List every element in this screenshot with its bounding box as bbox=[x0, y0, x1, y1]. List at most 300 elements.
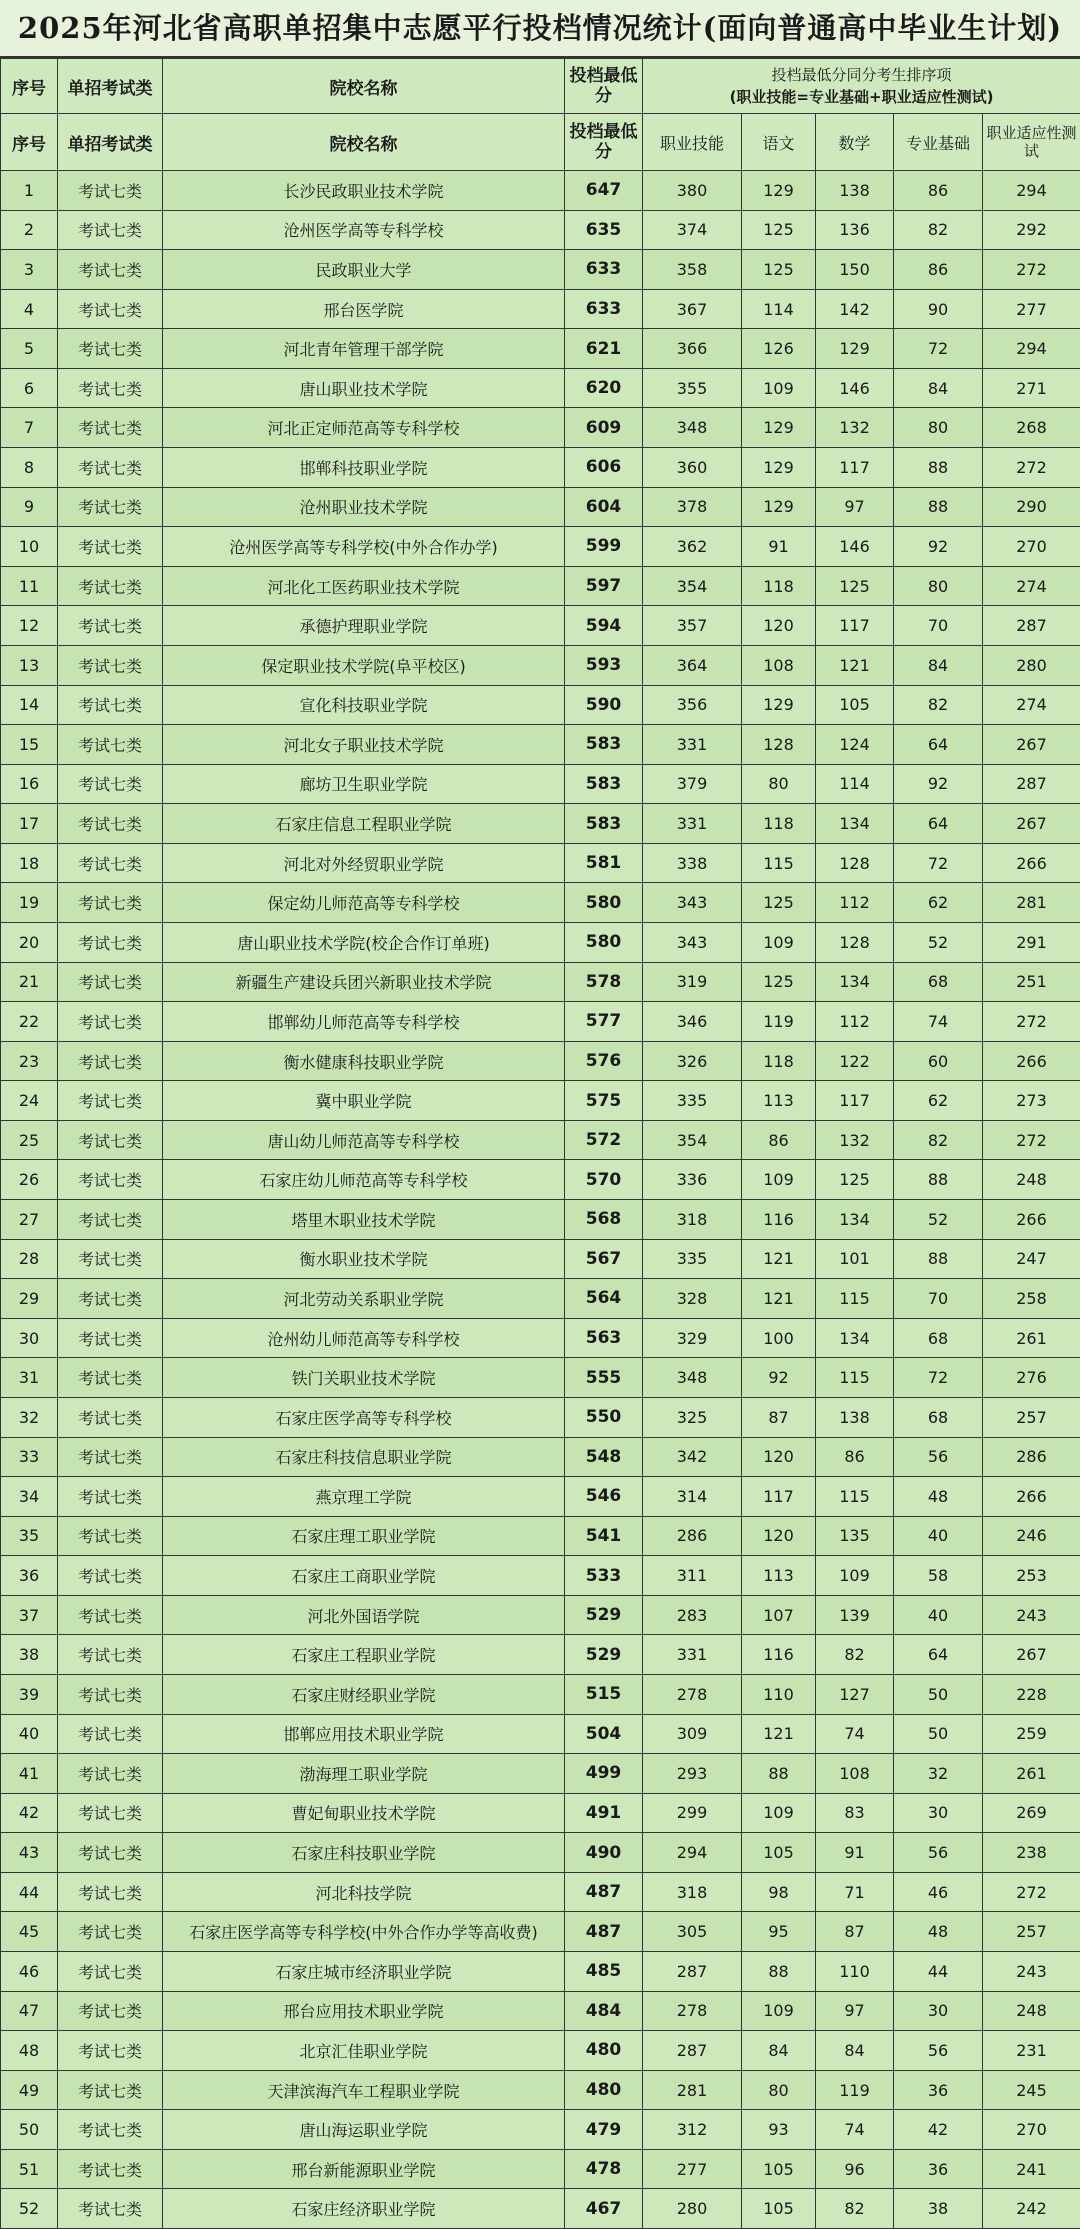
table-row bbox=[1, 1002, 1080, 1042]
table-row bbox=[1, 1912, 1080, 1952]
row-basic: 44 bbox=[894, 1952, 983, 1992]
row-category: 考试七类 bbox=[58, 289, 163, 329]
row-chinese: 105 bbox=[742, 1833, 816, 1873]
row-chinese: 128 bbox=[742, 725, 816, 765]
row-school: 沧州医学高等专科学校 bbox=[163, 210, 565, 250]
row-math: 97 bbox=[816, 1991, 894, 2031]
row-aptitude: 270 bbox=[983, 527, 1080, 567]
row-school: 河北化工医药职业技术学院 bbox=[163, 566, 565, 606]
row-seq: 28 bbox=[1, 1239, 58, 1279]
row-seq: 4 bbox=[1, 289, 58, 329]
row-chinese: 105 bbox=[742, 2189, 816, 2229]
row-skill: 309 bbox=[643, 1714, 742, 1754]
row-aptitude: 272 bbox=[983, 1872, 1080, 1912]
row-skill: 356 bbox=[643, 685, 742, 725]
row-aptitude: 242 bbox=[983, 2189, 1080, 2229]
row-math: 146 bbox=[816, 527, 894, 567]
row-math: 134 bbox=[816, 962, 894, 1002]
row-school: 石家庄科技职业学院 bbox=[163, 1833, 565, 1873]
table-row bbox=[1, 566, 1080, 606]
row-category: 考试七类 bbox=[58, 487, 163, 527]
row-seq: 9 bbox=[1, 487, 58, 527]
row-math: 115 bbox=[816, 1358, 894, 1398]
row-school: 沧州医学高等专科学校(中外合作办学) bbox=[163, 527, 565, 567]
row-min-score: 581 bbox=[565, 843, 643, 883]
row-chinese: 118 bbox=[742, 566, 816, 606]
row-seq: 19 bbox=[1, 883, 58, 923]
row-aptitude: 248 bbox=[983, 1160, 1080, 1200]
row-school: 邯郸幼儿师范高等专科学校 bbox=[163, 1002, 565, 1042]
row-seq: 29 bbox=[1, 1279, 58, 1319]
row-basic: 92 bbox=[894, 764, 983, 804]
table-row bbox=[1, 408, 1080, 448]
row-basic: 52 bbox=[894, 922, 983, 962]
row-math: 91 bbox=[816, 1833, 894, 1873]
row-category: 考试七类 bbox=[58, 2110, 163, 2150]
row-seq: 20 bbox=[1, 922, 58, 962]
row-skill: 318 bbox=[643, 1200, 742, 1240]
row-min-score: 606 bbox=[565, 448, 643, 488]
row-skill: 326 bbox=[643, 1041, 742, 1081]
header-school-2: 院校名称 bbox=[163, 114, 565, 171]
row-basic: 70 bbox=[894, 606, 983, 646]
table-row bbox=[1, 1635, 1080, 1675]
row-seq: 34 bbox=[1, 1477, 58, 1517]
row-chinese: 109 bbox=[742, 1160, 816, 1200]
row-min-score: 647 bbox=[565, 171, 643, 211]
row-seq: 31 bbox=[1, 1358, 58, 1398]
row-aptitude: 272 bbox=[983, 1002, 1080, 1042]
row-math: 97 bbox=[816, 487, 894, 527]
row-basic: 82 bbox=[894, 1120, 983, 1160]
row-skill: 362 bbox=[643, 527, 742, 567]
row-aptitude: 246 bbox=[983, 1516, 1080, 1556]
row-skill: 319 bbox=[643, 962, 742, 1002]
row-min-score: 576 bbox=[565, 1041, 643, 1081]
row-category: 考试七类 bbox=[58, 1200, 163, 1240]
row-chinese: 91 bbox=[742, 527, 816, 567]
row-seq: 30 bbox=[1, 1318, 58, 1358]
row-category: 考试七类 bbox=[58, 1239, 163, 1279]
header-min-score: 投档最低分 bbox=[565, 59, 643, 114]
table-row bbox=[1, 329, 1080, 369]
row-school: 河北外国语学院 bbox=[163, 1595, 565, 1635]
row-math: 110 bbox=[816, 1952, 894, 1992]
row-math: 134 bbox=[816, 1318, 894, 1358]
row-school: 燕京理工学院 bbox=[163, 1477, 565, 1517]
row-min-score: 568 bbox=[565, 1200, 643, 1240]
row-seq: 14 bbox=[1, 685, 58, 725]
row-math: 115 bbox=[816, 1477, 894, 1517]
header-tie-break-title: 投档最低分同分考生排序项 bbox=[643, 64, 1080, 86]
row-category: 考试七类 bbox=[58, 1872, 163, 1912]
row-skill: 294 bbox=[643, 1833, 742, 1873]
row-category: 考试七类 bbox=[58, 804, 163, 844]
row-min-score: 480 bbox=[565, 2070, 643, 2110]
row-school: 唐山海运职业学院 bbox=[163, 2110, 565, 2150]
row-math: 117 bbox=[816, 606, 894, 646]
row-seq: 52 bbox=[1, 2189, 58, 2229]
row-category: 考试七类 bbox=[58, 1358, 163, 1398]
row-aptitude: 271 bbox=[983, 368, 1080, 408]
row-basic: 38 bbox=[894, 2189, 983, 2229]
table-row bbox=[1, 1872, 1080, 1912]
row-basic: 88 bbox=[894, 487, 983, 527]
row-basic: 42 bbox=[894, 2110, 983, 2150]
row-seq: 33 bbox=[1, 1437, 58, 1477]
row-aptitude: 291 bbox=[983, 922, 1080, 962]
row-math: 101 bbox=[816, 1239, 894, 1279]
row-skill: 281 bbox=[643, 2070, 742, 2110]
row-school: 渤海理工职业学院 bbox=[163, 1754, 565, 1794]
row-min-score: 485 bbox=[565, 1952, 643, 1992]
table-row bbox=[1, 2110, 1080, 2150]
row-chinese: 125 bbox=[742, 250, 816, 290]
row-skill: 314 bbox=[643, 1477, 742, 1517]
row-aptitude: 280 bbox=[983, 645, 1080, 685]
row-aptitude: 276 bbox=[983, 1358, 1080, 1398]
row-chinese: 80 bbox=[742, 2070, 816, 2110]
row-basic: 88 bbox=[894, 448, 983, 488]
row-school: 塔里木职业技术学院 bbox=[163, 1200, 565, 1240]
table-row bbox=[1, 843, 1080, 883]
row-skill: 364 bbox=[643, 645, 742, 685]
row-category: 考试七类 bbox=[58, 725, 163, 765]
table-row bbox=[1, 368, 1080, 408]
row-chinese: 114 bbox=[742, 289, 816, 329]
table-row bbox=[1, 1991, 1080, 2031]
row-basic: 30 bbox=[894, 1793, 983, 1833]
row-aptitude: 261 bbox=[983, 1754, 1080, 1794]
row-chinese: 118 bbox=[742, 1041, 816, 1081]
row-aptitude: 257 bbox=[983, 1397, 1080, 1437]
row-math: 135 bbox=[816, 1516, 894, 1556]
row-skill: 283 bbox=[643, 1595, 742, 1635]
admission-table bbox=[0, 58, 1080, 2229]
row-school: 邯郸科技职业学院 bbox=[163, 448, 565, 488]
row-chinese: 125 bbox=[742, 962, 816, 1002]
row-aptitude: 257 bbox=[983, 1912, 1080, 1952]
row-seq: 47 bbox=[1, 1991, 58, 2031]
row-seq: 22 bbox=[1, 1002, 58, 1042]
row-skill: 293 bbox=[643, 1754, 742, 1794]
row-min-score: 604 bbox=[565, 487, 643, 527]
row-basic: 68 bbox=[894, 1397, 983, 1437]
row-seq: 5 bbox=[1, 329, 58, 369]
row-category: 考试七类 bbox=[58, 2189, 163, 2229]
row-chinese: 109 bbox=[742, 1793, 816, 1833]
table-row bbox=[1, 922, 1080, 962]
row-school: 石家庄财经职业学院 bbox=[163, 1674, 565, 1714]
row-category: 考试七类 bbox=[58, 2031, 163, 2071]
table-row bbox=[1, 2031, 1080, 2071]
row-math: 119 bbox=[816, 2070, 894, 2110]
row-skill: 331 bbox=[643, 804, 742, 844]
table-row bbox=[1, 250, 1080, 290]
row-school: 新疆生产建设兵团兴新职业技术学院 bbox=[163, 962, 565, 1002]
row-math: 96 bbox=[816, 2149, 894, 2189]
row-category: 考试七类 bbox=[58, 922, 163, 962]
row-chinese: 86 bbox=[742, 1120, 816, 1160]
row-chinese: 117 bbox=[742, 1477, 816, 1517]
row-basic: 72 bbox=[894, 843, 983, 883]
row-skill: 299 bbox=[643, 1793, 742, 1833]
row-school: 衡水职业技术学院 bbox=[163, 1239, 565, 1279]
table-row bbox=[1, 764, 1080, 804]
row-seq: 37 bbox=[1, 1595, 58, 1635]
table-row bbox=[1, 448, 1080, 488]
row-aptitude: 287 bbox=[983, 606, 1080, 646]
row-chinese: 120 bbox=[742, 1516, 816, 1556]
header-category: 单招考试类 bbox=[58, 59, 163, 114]
row-seq: 51 bbox=[1, 2149, 58, 2189]
row-min-score: 480 bbox=[565, 2031, 643, 2071]
row-seq: 41 bbox=[1, 1754, 58, 1794]
table-row bbox=[1, 1477, 1080, 1517]
row-seq: 3 bbox=[1, 250, 58, 290]
row-category: 考试七类 bbox=[58, 1833, 163, 1873]
row-chinese: 80 bbox=[742, 764, 816, 804]
row-category: 考试七类 bbox=[58, 2149, 163, 2189]
row-basic: 84 bbox=[894, 645, 983, 685]
row-skill: 354 bbox=[643, 1120, 742, 1160]
row-chinese: 109 bbox=[742, 368, 816, 408]
row-basic: 56 bbox=[894, 1437, 983, 1477]
row-school: 冀中职业学院 bbox=[163, 1081, 565, 1121]
row-basic: 30 bbox=[894, 1991, 983, 2031]
header-category-2: 单招考试类 bbox=[58, 114, 163, 171]
row-chinese: 113 bbox=[742, 1081, 816, 1121]
row-min-score: 529 bbox=[565, 1635, 643, 1675]
row-aptitude: 259 bbox=[983, 1714, 1080, 1754]
row-skill: 336 bbox=[643, 1160, 742, 1200]
row-seq: 32 bbox=[1, 1397, 58, 1437]
row-category: 考试七类 bbox=[58, 764, 163, 804]
table-row bbox=[1, 171, 1080, 211]
row-aptitude: 281 bbox=[983, 883, 1080, 923]
row-school: 石家庄经济职业学院 bbox=[163, 2189, 565, 2229]
row-min-score: 590 bbox=[565, 685, 643, 725]
table-row bbox=[1, 2149, 1080, 2189]
row-math: 142 bbox=[816, 289, 894, 329]
row-math: 112 bbox=[816, 883, 894, 923]
row-skill: 343 bbox=[643, 922, 742, 962]
row-skill: 311 bbox=[643, 1556, 742, 1596]
row-min-score: 478 bbox=[565, 2149, 643, 2189]
row-aptitude: 266 bbox=[983, 843, 1080, 883]
row-math: 82 bbox=[816, 1635, 894, 1675]
row-chinese: 120 bbox=[742, 606, 816, 646]
row-chinese: 109 bbox=[742, 922, 816, 962]
table-row bbox=[1, 1714, 1080, 1754]
table-row bbox=[1, 2189, 1080, 2229]
table-row bbox=[1, 606, 1080, 646]
row-seq: 17 bbox=[1, 804, 58, 844]
row-chinese: 110 bbox=[742, 1674, 816, 1714]
row-math: 112 bbox=[816, 1002, 894, 1042]
row-basic: 72 bbox=[894, 329, 983, 369]
row-basic: 48 bbox=[894, 1912, 983, 1952]
row-seq: 15 bbox=[1, 725, 58, 765]
row-category: 考试七类 bbox=[58, 210, 163, 250]
row-chinese: 109 bbox=[742, 1991, 816, 2031]
row-math: 132 bbox=[816, 1120, 894, 1160]
header-row-2 bbox=[1, 114, 1080, 171]
row-skill: 342 bbox=[643, 1437, 742, 1477]
row-category: 考试七类 bbox=[58, 250, 163, 290]
row-aptitude: 270 bbox=[983, 2110, 1080, 2150]
row-basic: 90 bbox=[894, 289, 983, 329]
row-min-score: 491 bbox=[565, 1793, 643, 1833]
row-math: 74 bbox=[816, 1714, 894, 1754]
table-row bbox=[1, 1120, 1080, 1160]
row-category: 考试七类 bbox=[58, 606, 163, 646]
row-category: 考试七类 bbox=[58, 2070, 163, 2110]
table-row bbox=[1, 289, 1080, 329]
row-min-score: 550 bbox=[565, 1397, 643, 1437]
row-category: 考试七类 bbox=[58, 883, 163, 923]
row-seq: 50 bbox=[1, 2110, 58, 2150]
row-skill: 286 bbox=[643, 1516, 742, 1556]
row-seq: 46 bbox=[1, 1952, 58, 1992]
row-math: 125 bbox=[816, 1160, 894, 1200]
row-aptitude: 266 bbox=[983, 1477, 1080, 1517]
row-school: 河北科技学院 bbox=[163, 1872, 565, 1912]
row-min-score: 583 bbox=[565, 725, 643, 765]
row-math: 109 bbox=[816, 1556, 894, 1596]
row-school: 石家庄城市经济职业学院 bbox=[163, 1952, 565, 1992]
row-school: 石家庄信息工程职业学院 bbox=[163, 804, 565, 844]
row-skill: 278 bbox=[643, 1674, 742, 1714]
row-school: 衡水健康科技职业学院 bbox=[163, 1041, 565, 1081]
row-skill: 374 bbox=[643, 210, 742, 250]
row-math: 117 bbox=[816, 448, 894, 488]
row-aptitude: 245 bbox=[983, 2070, 1080, 2110]
table-row bbox=[1, 1041, 1080, 1081]
row-min-score: 621 bbox=[565, 329, 643, 369]
row-school: 天津滨海汽车工程职业学院 bbox=[163, 2070, 565, 2110]
row-seq: 7 bbox=[1, 408, 58, 448]
row-min-score: 633 bbox=[565, 289, 643, 329]
row-aptitude: 258 bbox=[983, 1279, 1080, 1319]
row-min-score: 529 bbox=[565, 1595, 643, 1635]
row-aptitude: 277 bbox=[983, 289, 1080, 329]
row-skill: 287 bbox=[643, 2031, 742, 2071]
row-seq: 35 bbox=[1, 1516, 58, 1556]
row-category: 考试七类 bbox=[58, 1793, 163, 1833]
row-aptitude: 292 bbox=[983, 210, 1080, 250]
row-school: 石家庄医学高等专科学校(中外合作办学等高收费) bbox=[163, 1912, 565, 1952]
row-seq: 13 bbox=[1, 645, 58, 685]
row-skill: 358 bbox=[643, 250, 742, 290]
row-min-score: 580 bbox=[565, 922, 643, 962]
row-min-score: 580 bbox=[565, 883, 643, 923]
row-basic: 68 bbox=[894, 962, 983, 1002]
row-category: 考试七类 bbox=[58, 408, 163, 448]
row-school: 河北女子职业技术学院 bbox=[163, 725, 565, 765]
row-min-score: 487 bbox=[565, 1872, 643, 1912]
row-school: 邯郸应用技术职业学院 bbox=[163, 1714, 565, 1754]
row-school: 唐山职业技术学院(校企合作订单班) bbox=[163, 922, 565, 962]
row-seq: 8 bbox=[1, 448, 58, 488]
row-chinese: 129 bbox=[742, 171, 816, 211]
table-row bbox=[1, 527, 1080, 567]
row-aptitude: 287 bbox=[983, 764, 1080, 804]
row-aptitude: 273 bbox=[983, 1081, 1080, 1121]
table-row bbox=[1, 1516, 1080, 1556]
row-basic: 48 bbox=[894, 1477, 983, 1517]
row-aptitude: 272 bbox=[983, 1120, 1080, 1160]
row-category: 考试七类 bbox=[58, 566, 163, 606]
row-school: 沧州职业技术学院 bbox=[163, 487, 565, 527]
table-row bbox=[1, 1200, 1080, 1240]
row-chinese: 107 bbox=[742, 1595, 816, 1635]
row-category: 考试七类 bbox=[58, 1041, 163, 1081]
row-math: 134 bbox=[816, 1200, 894, 1240]
row-seq: 11 bbox=[1, 566, 58, 606]
header-school: 院校名称 bbox=[163, 59, 565, 114]
row-aptitude: 247 bbox=[983, 1239, 1080, 1279]
row-seq: 45 bbox=[1, 1912, 58, 1952]
row-category: 考试七类 bbox=[58, 1595, 163, 1635]
row-school: 承德护理职业学院 bbox=[163, 606, 565, 646]
row-school: 邢台医学院 bbox=[163, 289, 565, 329]
row-basic: 64 bbox=[894, 725, 983, 765]
row-category: 考试七类 bbox=[58, 1912, 163, 1952]
row-seq: 26 bbox=[1, 1160, 58, 1200]
row-skill: 329 bbox=[643, 1318, 742, 1358]
row-basic: 46 bbox=[894, 1872, 983, 1912]
row-skill: 305 bbox=[643, 1912, 742, 1952]
row-aptitude: 267 bbox=[983, 725, 1080, 765]
row-school: 石家庄工商职业学院 bbox=[163, 1556, 565, 1596]
row-chinese: 93 bbox=[742, 2110, 816, 2150]
row-category: 考试七类 bbox=[58, 1318, 163, 1358]
row-chinese: 129 bbox=[742, 487, 816, 527]
row-seq: 25 bbox=[1, 1120, 58, 1160]
row-math: 114 bbox=[816, 764, 894, 804]
row-chinese: 98 bbox=[742, 1872, 816, 1912]
row-category: 考试七类 bbox=[58, 1120, 163, 1160]
row-min-score: 479 bbox=[565, 2110, 643, 2150]
row-school: 廊坊卫生职业学院 bbox=[163, 764, 565, 804]
row-school: 石家庄幼儿师范高等专科学校 bbox=[163, 1160, 565, 1200]
row-skill: 331 bbox=[643, 1635, 742, 1675]
row-chinese: 129 bbox=[742, 685, 816, 725]
row-math: 82 bbox=[816, 2189, 894, 2229]
row-min-score: 515 bbox=[565, 1674, 643, 1714]
row-min-score: 546 bbox=[565, 1477, 643, 1517]
row-aptitude: 267 bbox=[983, 1635, 1080, 1675]
row-seq: 16 bbox=[1, 764, 58, 804]
row-chinese: 87 bbox=[742, 1397, 816, 1437]
row-school: 河北正定师范高等专科学校 bbox=[163, 408, 565, 448]
row-school: 沧州幼儿师范高等专科学校 bbox=[163, 1318, 565, 1358]
row-category: 考试七类 bbox=[58, 1635, 163, 1675]
row-min-score: 563 bbox=[565, 1318, 643, 1358]
row-chinese: 129 bbox=[742, 448, 816, 488]
row-math: 138 bbox=[816, 1397, 894, 1437]
row-chinese: 121 bbox=[742, 1239, 816, 1279]
row-math: 150 bbox=[816, 250, 894, 290]
row-min-score: 499 bbox=[565, 1754, 643, 1794]
table-row bbox=[1, 1397, 1080, 1437]
row-min-score: 578 bbox=[565, 962, 643, 1002]
row-skill: 379 bbox=[643, 764, 742, 804]
row-math: 115 bbox=[816, 1279, 894, 1319]
row-skill: 280 bbox=[643, 2189, 742, 2229]
table-row bbox=[1, 962, 1080, 1002]
